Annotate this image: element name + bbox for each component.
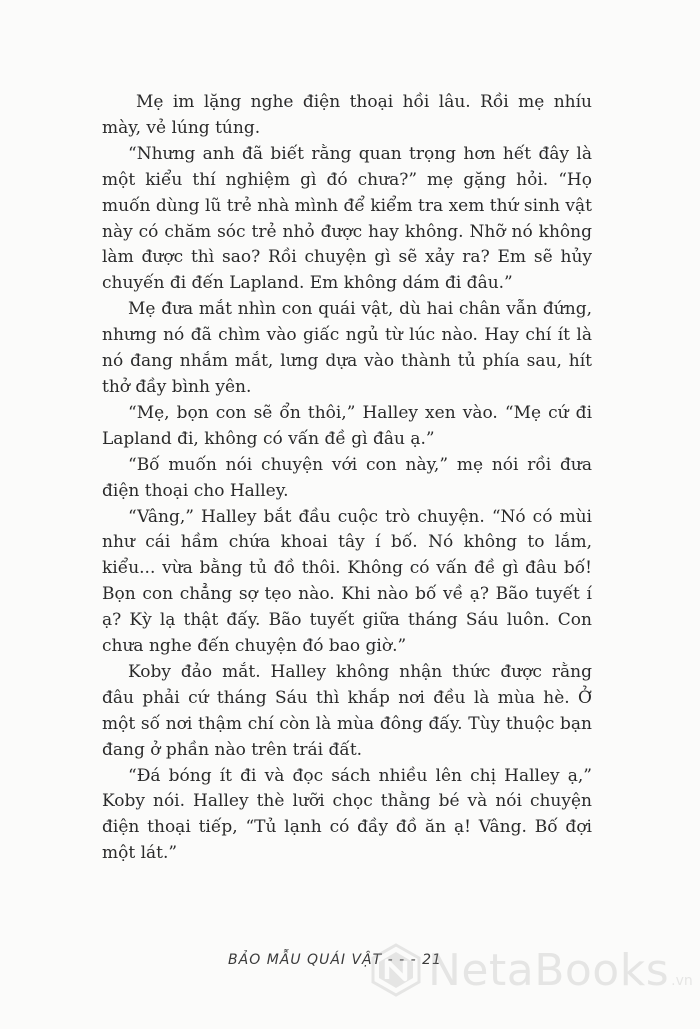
paragraph: Mẹ im lặng nghe điện thoại hồi lâu. Rồi mẹ nhíu mày, vẻ lúng túng. — [102, 92, 592, 138]
page-body — [102, 90, 592, 867]
watermark — [368, 935, 698, 1005]
watermark-suffix: .vn — [671, 973, 693, 989]
paragraph: “Bố muốn nói chuyện với con này,” mẹ nói rồi đưa điện thoại cho Halley. — [102, 454, 592, 501]
paragraph: “Vâng,” Halley bắt đầu cuộc trò chuyện. “Nó có mùi như cái hầm chứa khoai tây í bố. Nó không to lắm, kiểu... vừa bằng tủ đồ thôi. Không có vấn đề gì đâu bố! Bọn con chẳng sợ tẹo nào. Khi nào bố về ạ? Bão tuyết í ạ? Kỳ lạ thật đấy. Bão tuyết giữa tháng Sáu luôn. Con chưa nghe đến chuyện đó bao giờ.” — [102, 506, 592, 657]
running-title-page-number: BẢO MẪU QUÁI VẬT - - - 21 — [228, 952, 442, 968]
paragraph: “Nhưng anh đã biết rằng quan trọng hơn hết đây là một kiểu thí nghiệm gì đó chưa?” mẹ gặng hỏi. “Họ muốn dùng lũ trẻ nhà mình để kiểm tra xem thứ sinh vật này có chăm sóc trẻ nhỏ được hay không. Nhỡ nó không làm được thì sao? Rồi chuyện gì sẽ xảy ra? Em sẽ hủy chuyến đi đến Lapland. Em không dám đi đâu.” — [102, 143, 592, 294]
paragraph: “Mẹ, bọn con sẽ ổn thôi,” Halley xen vào. “Mẹ cứ đi Lapland đi, không có vấn đề gì đâu ạ.” — [102, 402, 592, 449]
paragraph: Koby đảo mắt. Halley không nhận thức được rằng đâu phải cứ tháng Sáu thì khắp nơi đều là mùa hè. Ở một số nơi thậm chí còn là mùa đông đấy. Tùy thuộc bạn đang ở phần nào trên trái đất. — [102, 661, 592, 760]
paragraph: “Đá bóng ít đi và đọc sách nhiều lên chị Halley ạ,” Koby nói. Halley thè lưỡi chọc thằng bé và nói chuyện điện thoại tiếp, “Tủ lạnh có đầy đồ ăn ạ! Vâng. Bố đợi một lát.” — [102, 765, 592, 864]
watermark-brand: NetaBooks — [428, 944, 670, 996]
paragraph: Mẹ đưa mắt nhìn con quái vật, dù hai chân vẫn đứng, nhưng nó đã chìm vào giấc ngủ từ lúc nào. Hay chí ít là nó đang nhắm mắt, lưng dựa vào thành tủ phía sau, hít thở đầy bình yên. — [102, 299, 592, 397]
netabooks-logo-icon — [368, 942, 424, 998]
